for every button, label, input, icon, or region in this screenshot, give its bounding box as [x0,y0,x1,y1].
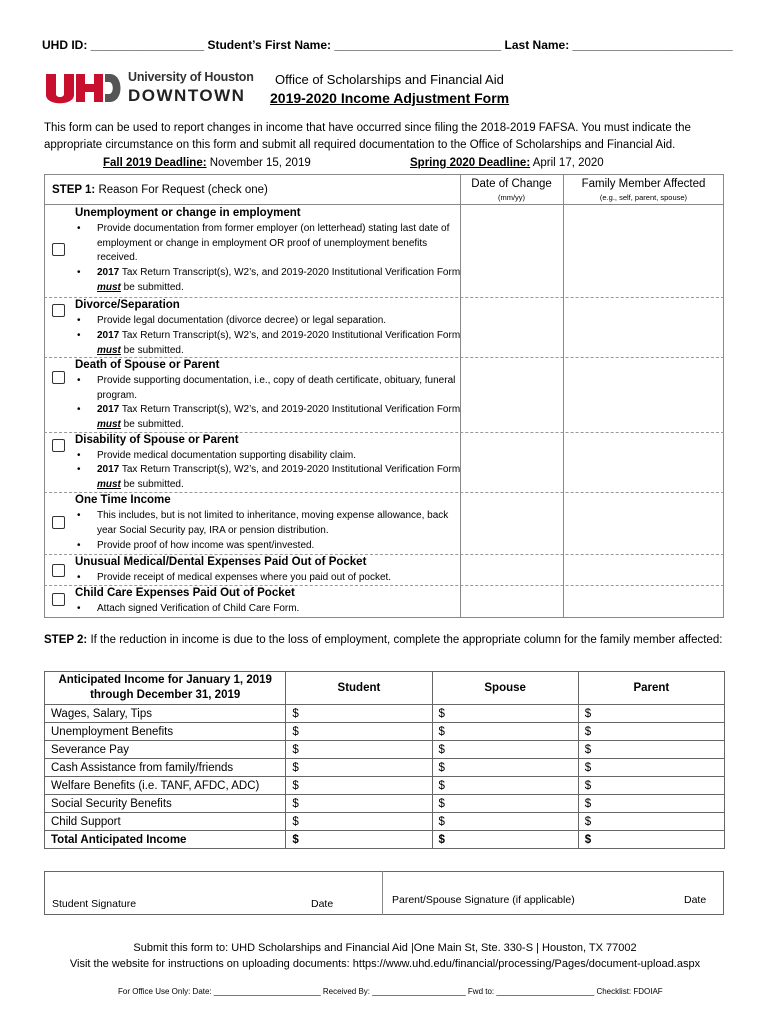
amount-field[interactable]: $ [432,813,578,831]
bullet-item: • 2017 Tax Return Transcript(s), W2’s, and 2019-2020 Institutional Verification Form must be submitted. [77,404,461,430]
bullet-item: • 2017 Tax Return Transcript(s), W2’s, and 2019-2020 Institutional Verification Form must be submitted. [77,267,461,293]
website-info: Visit the website for instructions on uploading documents: https://www.uhd.edu/financial/processing/Pages/document-upload.aspx [69,958,701,970]
amount-field[interactable]: $ [286,813,432,831]
row-label: Social Security Benefits [45,795,286,813]
step2-instructions: STEP 2: If the reduction in income is due to the loss of employment, complete the appropriate column for the family member affected: [44,634,723,646]
section-title: Child Care Expenses Paid Out of Pocket [75,587,295,599]
parent-signature-label[interactable]: Parent/Spouse Signature (if applicable) [392,894,575,906]
amount-field[interactable]: $ [432,759,578,777]
row-label-total: Total Anticipated Income [45,831,286,849]
bullet-item: • Attach signed Verification of Child Care Form. [77,603,300,614]
checkbox-disability[interactable] [52,439,65,452]
amount-field[interactable]: $ [286,831,432,849]
student-info-line[interactable]: UHD ID: _________________ Student’s First Name: _________________________ Last Name: ________________________ [42,38,733,52]
step1-heading: STEP 1: Reason For Request (check one) [52,184,268,196]
table-row [45,705,725,723]
section-title: Unusual Medical/Dental Expenses Paid Out of Pocket [75,556,367,568]
bullet-item: • 2017 Tax Return Transcript(s), W2’s, and 2019-2020 Institutional Verification Form must be submitted. [77,464,461,490]
row-divider [44,554,724,555]
logo-university-name: University of Houston [128,70,254,84]
amount-field[interactable]: $ [578,777,724,795]
row-label: Wages, Salary, Tips [45,705,286,723]
checkbox-unemployment[interactable] [52,243,65,256]
amount-field[interactable]: $ [578,705,724,723]
table-row [45,813,725,831]
amount-field[interactable]: $ [432,777,578,795]
office-name: Office of Scholarships and Financial Aid [275,72,504,87]
table-row-total [45,831,725,849]
bullet-item: • Provide medical documentation supporting disability claim. [77,450,357,461]
office-use-line: For Office Use Only: Date: ________________________ Received By: _____________________ Fwd to: ______________________ Checklist: FDOIAF [118,987,663,996]
checkbox-child-care[interactable] [52,593,65,606]
amount-field[interactable]: $ [432,723,578,741]
student-signature-label[interactable]: Student Signature [52,898,137,910]
table-row [45,759,725,777]
intro-text: This form can be used to report changes in income that have occurred since filing the 2018-2019 FAFSA. You must indicate the appropriate circumstance on this form and submit all required documentation to the Office of Scholarships and Financial Aid. [44,122,691,151]
amount-field[interactable]: $ [578,723,724,741]
bullet-item: • Provide supporting documentation, i.e., copy of death certificate, obituary, funeral program. [77,375,456,401]
income-table [44,671,725,849]
col-family-member: Family Member Affected [581,178,706,190]
signature-box [44,871,724,915]
amount-field[interactable]: $ [578,795,724,813]
row-label: Child Support [45,813,286,831]
form-title: 2019-2020 Income Adjustment Form [270,90,510,106]
checkbox-one-time-income[interactable] [52,516,65,529]
section-title: Divorce/Separation [75,299,180,311]
checkbox-divorce[interactable] [52,304,65,317]
amount-field[interactable]: $ [578,831,724,849]
amount-field[interactable]: $ [432,831,578,849]
income-table-header: Anticipated Income for January 1, 2019 through December 31, 2019 [45,672,286,705]
amount-field[interactable]: $ [286,795,432,813]
amount-field[interactable]: $ [286,705,432,723]
date-label[interactable]: Date [311,898,334,910]
amount-field[interactable]: $ [286,741,432,759]
section-title: Unemployment or change in employment [75,207,301,219]
amount-field[interactable]: $ [432,795,578,813]
amount-field[interactable]: $ [286,723,432,741]
bullet-item: • 2017 Tax Return Transcript(s), W2’s, and 2019-2020 Institutional Verification Form must be submitted. [77,330,461,356]
logo-downtown: DOWNTOWN [128,86,246,105]
col-student: Student [286,672,432,705]
table-row [45,741,725,759]
row-label: Welfare Benefits (i.e. TANF, AFDC, ADC) [45,777,286,795]
bullet-item: • Provide proof of how income was spent/invested. [77,540,315,551]
fall-deadline: Fall 2019 Deadline: November 15, 2019 [103,157,311,169]
spring-deadline: Spring 2020 Deadline: April 17, 2020 [410,157,604,169]
submit-info: Submit this form to: UHD Scholarships and Financial Aid |One Main St, Ste. 330-S | Houston, TX 77002 [133,942,637,954]
amount-field[interactable]: $ [578,741,724,759]
amount-field[interactable]: $ [286,777,432,795]
table-row [45,723,725,741]
bullet-item: • This includes, but is not limited to inheritance, moving expense allowance, back year Social Security pay, IRA or pension distribution. [77,510,449,536]
amount-field[interactable]: $ [578,813,724,831]
table-row [45,777,725,795]
checkbox-death[interactable] [52,371,65,384]
col-spouse: Spouse [432,672,578,705]
row-divider [44,492,724,493]
bullet-item: • Provide receipt of medical expenses where you paid out of pocket. [77,572,392,583]
sig-divider [382,871,383,915]
checkbox-medical-expenses[interactable] [52,564,65,577]
amount-field[interactable]: $ [578,759,724,777]
col-parent: Parent [578,672,724,705]
section-title: One Time Income [75,494,171,506]
row-label: Severance Pay [45,741,286,759]
section-title: Death of Spouse or Parent [75,359,220,371]
col-date-of-change: Date of Change [471,178,552,190]
row-label: Cash Assistance from family/friends [45,759,286,777]
row-divider [44,297,724,298]
col-family-sub: (e.g., self, parent, spouse) [599,193,688,202]
amount-field[interactable]: $ [432,741,578,759]
section-title: Disability of Spouse or Parent [75,434,239,446]
col-divider [563,174,564,618]
uhd-logo [44,70,122,104]
row-divider [44,432,724,433]
row-label: Unemployment Benefits [45,723,286,741]
date-label[interactable]: Date [684,894,707,906]
table-row [45,795,725,813]
amount-field[interactable]: $ [432,705,578,723]
col-date-sub: (mm/yy) [497,193,526,202]
bullet-item: • Provide documentation from former employer (on letterhead) stating last date of employment or change in employment OR proof of unemployment benefits received. [77,223,450,263]
bullet-item: • Provide legal documentation (divorce decree) or legal separation. [77,315,387,326]
amount-field[interactable]: $ [286,759,432,777]
